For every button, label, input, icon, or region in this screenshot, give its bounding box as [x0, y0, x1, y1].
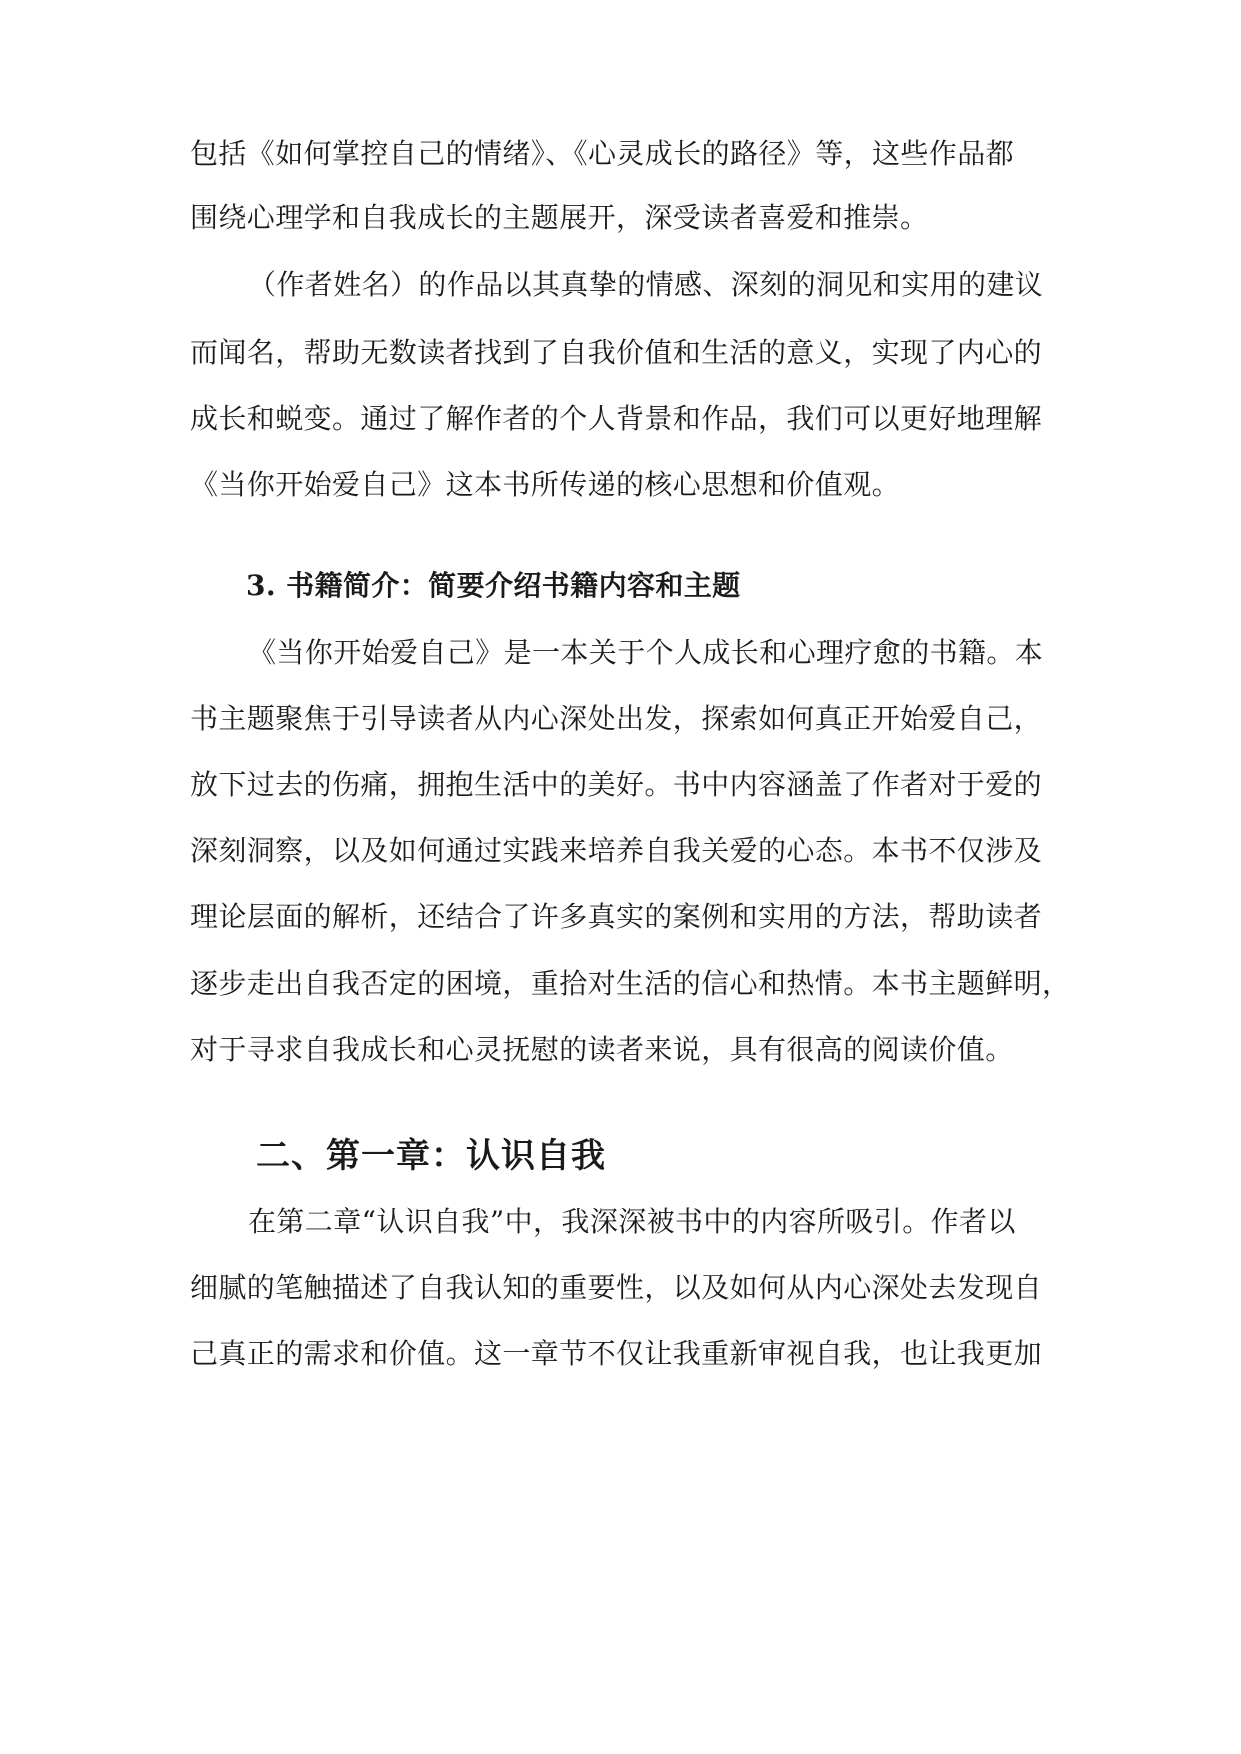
paragraph-line: （作者姓名）的作品以其真挚的情感、深刻的洞见和实用的建议 — [248, 268, 1044, 301]
paragraph-line: 而闻名，帮助无数读者找到了自我价值和生活的意义，实现了内心的 — [190, 336, 1043, 369]
paragraph-line: 在第二章“认识自我”中，我深深被书中的内容所吸引。作者以 — [248, 1205, 1016, 1238]
paragraph-line: 《当你开始爱自己》是一本关于个人成长和心理疗愈的书籍。本 — [248, 636, 1044, 669]
section-heading: 3. 书籍简介：简要介绍书籍内容和主题 — [246, 569, 741, 602]
paragraph-line: 对于寻求自我成长和心灵抚慰的读者来说，具有很高的阅读价值。 — [190, 1033, 1014, 1066]
paragraph-line: 《当你开始爱自己》这本书所传递的核心思想和价值观。 — [190, 468, 901, 501]
chapter-heading: 二、第一章：认识自我 — [256, 1136, 606, 1176]
paragraph-line: 放下过去的伤痛，拥抱生活中的美好。书中内容涵盖了作者对于爱的 — [190, 768, 1043, 801]
paragraph-line: 围绕心理学和自我成长的主题展开，深受读者喜爱和推崇。 — [190, 201, 929, 234]
paragraph-line: 理论层面的解析，还结合了许多真实的案例和实用的方法，帮助读者 — [190, 900, 1043, 933]
paragraph-line: 包括《如何掌控自己的情绪》、《心灵成长的路径》等，这些作品都 — [190, 137, 1015, 170]
paragraph-line: 深刻洞察，以及如何通过实践来培养自我关爱的心态。本书不仅涉及 — [190, 834, 1043, 867]
paragraph-line: 成长和蜕变。通过了解作者的个人背景和作品，我们可以更好地理解 — [190, 402, 1043, 435]
paragraph-line: 细腻的笔触描述了自我认知的重要性，以及如何从内心深处去发现自 — [190, 1271, 1043, 1304]
paragraph-line: 书主题聚焦于引导读者从内心深处出发，探索如何真正开始爱自己， — [190, 702, 1043, 735]
paragraph-line: 己真正的需求和价值。这一章节不仅让我重新审视自我，也让我更加 — [190, 1337, 1043, 1370]
paragraph-line: 逐步走出自我否定的困境，重拾对生活的信心和热情。本书主题鲜明， — [190, 967, 1071, 1000]
